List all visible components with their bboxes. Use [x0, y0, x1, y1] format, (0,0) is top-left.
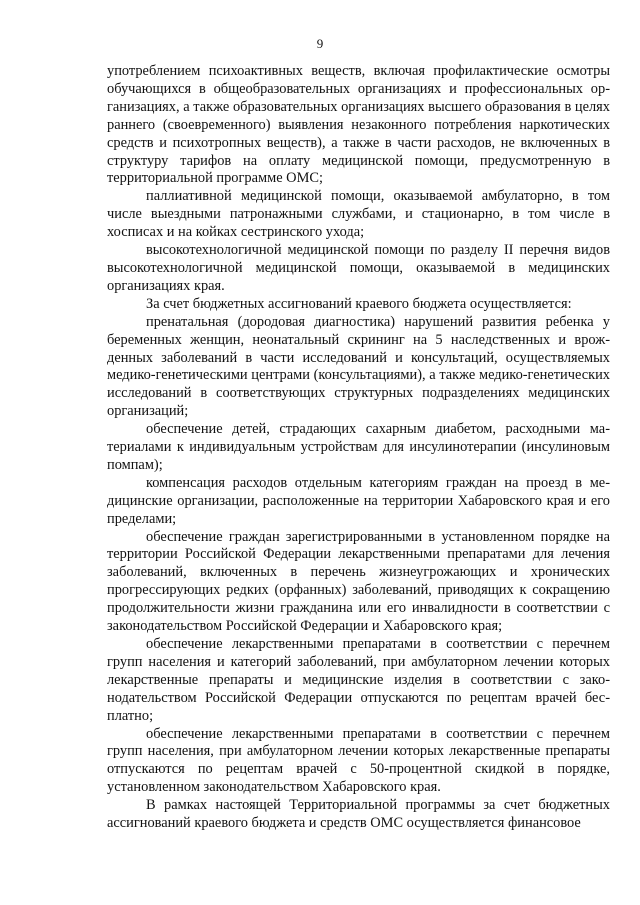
paragraph: В рамках настоящей Территориальной программы за счет бюджетных ассигнований краевого бюджета и средств ОМС осуществляется финансовое: [107, 797, 610, 832]
paragraph: употреблением психоактивных веществ, включая профилактические осмотры обучающихся в общеобразовательных организациях и профессиональных организациях, а также образовательных организациях высшего образования в целях раннего (своевременного) выявления незаконного потребления наркотических средств и психотропных веществ), а также в части расходов, не включенных в структуру тарифов на оплату медицинской помощи, предусмотренную в территориальной программе ОМС;: [107, 63, 610, 187]
paragraph: обеспечение детей, страдающих сахарным диабетом, расходными материалами к индивидуальным устройствам для инсулинотерапии (инсулиновым помпам);: [107, 421, 610, 473]
paragraph: За счет бюджетных ассигнований краевого бюджета осуществляется:: [146, 295, 572, 312]
paragraph: пренатальная (дородовая диагностика) нарушений развития ребенка у беременных женщин, неонатальный скрининг на 5 наследственных и врожденных заболеваний в части исследований и консультаций, осуществляемых медико-генетическими центрами (консультациями), а также медико-генетических исследований в соответствующих структурных подразделениях медицинских организаций;: [107, 313, 610, 420]
paragraph: компенсация расходов отдельным категориям граждан на проезд в медицинские организации, расположенные на территории Хабаровского края и его пределами;: [107, 474, 610, 527]
page-number: 9: [316, 36, 324, 51]
paragraph: обеспечение лекарственными препаратами в соответствии с перечнем групп населения, при амбулаторном лечении которых лекарственные препараты отпускаются по рецептам врачей с 50-процентной скидкой в порядке, установленном законодательством Хабаровского края.: [107, 725, 610, 796]
paragraph: высокотехнологичной медицинской помощи по разделу II перечня видов высокотехнологичной медицинской помощи, оказываемой в медицинских организациях края.: [107, 242, 610, 294]
paragraph: обеспечение лекарственными препаратами в соответствии с перечнем групп населения и категорий заболеваний, при амбулаторном лечении которых лекарственные препараты и медицинские изделия в соответствии с законодательством Российской Федерации отпускаются по рецептам врачей бесплатно;: [107, 636, 610, 724]
paragraph: обеспечение граждан зарегистрированными в установленном порядке на территории Российской Федерации лекарственными препаратами для лечения заболеваний, включенных в перечень жизнеугрожающих и хронических прогрессирующих редких (орфанных) заболеваний, приводящих к сокращению продолжительности жизни гражданина или его инвалидности в соответствии с законодательством Российской Федерации и Хабаровского края;: [107, 528, 610, 635]
paragraph: паллиативной медицинской помощи, оказываемой амбулаторно, в том числе выездными патронажными службами, и стационарно, в том числе в хосписах и на койках сестринского ухода;: [107, 188, 610, 241]
document-body: [107, 63, 610, 833]
